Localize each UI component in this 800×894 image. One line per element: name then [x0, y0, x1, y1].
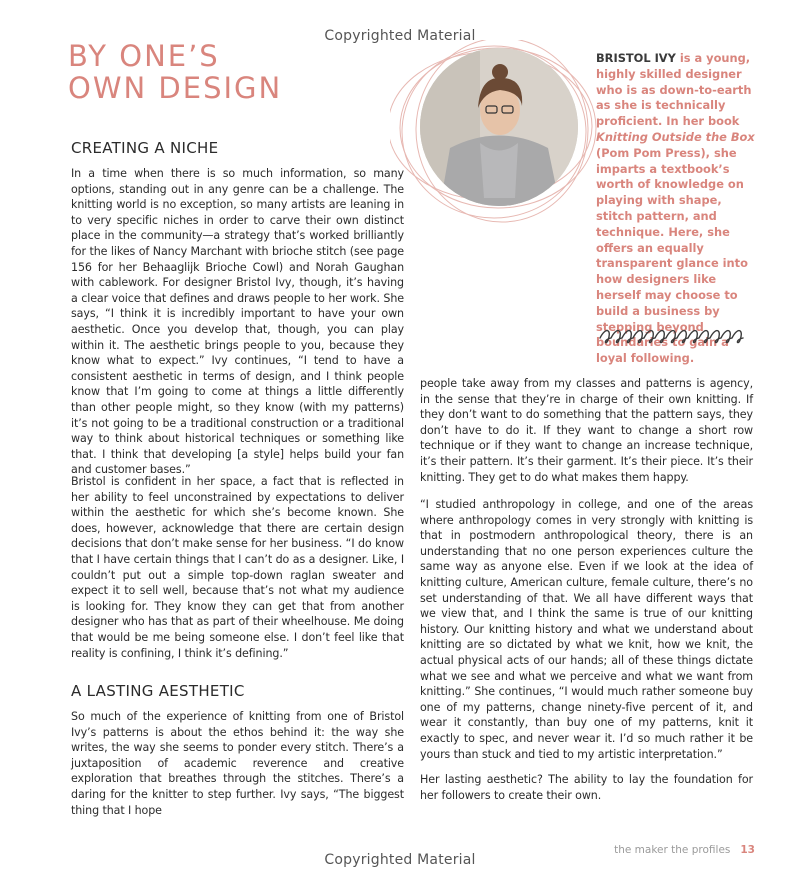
body-paragraph: So much of the experience of knitting from one of Bristol Ivy’s patterns is about the ethos behind it: the way she writes, the way she seems to ponder every stitch. There’s a juxtaposition of academic reverence and creative exploration that breathes through the stitches. There’s a daring for the knitter to step further. Ivy says, “The biggest thing that I hope [71, 710, 404, 817]
bio-text: is a young, highly skilled designer who is as down-to-earth as she is technically proficient. In her book [596, 51, 752, 129]
body-paragraph: Her lasting aesthetic? The ability to lay the foundation for her followers to create their own. [420, 773, 753, 802]
section-heading-aesthetic: A LASTING AESTHETIC [71, 682, 245, 700]
body-paragraph: Bristol is confident in her space, a fact that is reflected in her ability to feel unconstrained by expectations to deliver within the aesthetic for which she’s become known. She does, however, acknowledge that there are certain design decisions that don’t make sense for her business. “I do know that I have certain things that I can’t do as a designer. Like, I couldn’t put out a simple top-down raglan sweater and expect it to sell well, because that’s not what my audience is looking for. They know they can get that from another designer who has that as part of their wheelhouse. Me doing that would be me being someone else. I don’t feel like that reality is confining, I think it’s defining.” [71, 475, 404, 660]
title-line-1: BY ONE’S [68, 39, 220, 73]
title-line-2: OWN DESIGN [68, 71, 283, 105]
watermark-bottom: Copyrighted Material [324, 852, 476, 868]
body-paragraph: In a time when there is so much information, so many options, standing out in any genre can be a challenge. The knitting world is no exception, so many artists are leaning in to very specific niches in order to carve their own distinct place in the community—a strategy that’s worked brilliantly for the likes of Nancy Marchant with brioche stitch (see page 156 for her Behaaglijk Brioche Cowl) and Norah Gaughan with cablework. For designer Bristol Ivy, though, it’s having a clear voice that defines and draws people to her work. She says, “I think it is incredibly important to have your own aesthetic. Once you develop that, though, you can play within it. The aesthetic brings people to you, because they know what to expect.” Ivy continues, “I tend to have a consistent aesthetic in terms of design, and I think people know that I’m going to come at things a little differently than other people might, so they know (with my patterns) it’s not going to be a traditional construction or a traditional way to think about historical techniques or something like that. I think that developing [a style] helps build your fan and customer bases.” [71, 167, 404, 477]
book-title: Knitting Outside the Box [596, 129, 755, 144]
portrait-photo-icon [420, 48, 578, 206]
running-head: the maker the profiles [614, 844, 731, 856]
body-paragraph: “I studied anthropology in college, and one of the areas where anthropology comes in very strongly with knitting is that in postmodern anthropological theory, there is an understanding that no one person experiences culture the same way as anyone else. Even if we look at the idea of knitting culture, American culture, female culture, there’s no set understanding of that. We all have different ways that we view that, and I think the same is true of our knitting history. Our knitting history and what we understand about knitting are so dictated by what we knit, how we knit, the actual physical acts of our hands; all of these things dictate what we see and what we perceive and what we want from knitting.” She continues, “I would much rather someone buy one of my patterns, change ninety-five percent of it, and wear it constantly, than buy one of my patterns, knit it exactly to spec, and never wear it. I’d so much rather it be yours than stuck and tied to my artistic interpretation.” [420, 498, 753, 761]
bio-text: (Pom Pom Press), she imparts a textbook’s worth of knowledge on playing with shape, stitch pattern, and technique. Here, she offers an equally transparent glance into how designers like herself may choose to build a business by stepping beyond boundaries to gain a loyal following. [596, 145, 748, 366]
watermark-top: Copyrighted Material [324, 28, 476, 44]
section-heading-niche: CREATING A NICHE [71, 139, 219, 157]
body-paragraph: people take away from my classes and patterns is agency, in the sense that they’re in charge of their own knitting. If they don’t want to do something that the pattern says, they don’t have to do it. If they want to change a short row technique or if they want to change an increase technique, it’s their pattern. It’s their garment. It’s their piece. It’s their knitting. They get to do what makes them happy. [420, 377, 753, 484]
page-title [68, 40, 282, 104]
loop-squiggle-icon [598, 326, 748, 348]
designer-name: BRISTOL IVY [596, 51, 676, 65]
designer-bio-sidebar [596, 51, 756, 367]
page-number: 13 [740, 844, 755, 856]
